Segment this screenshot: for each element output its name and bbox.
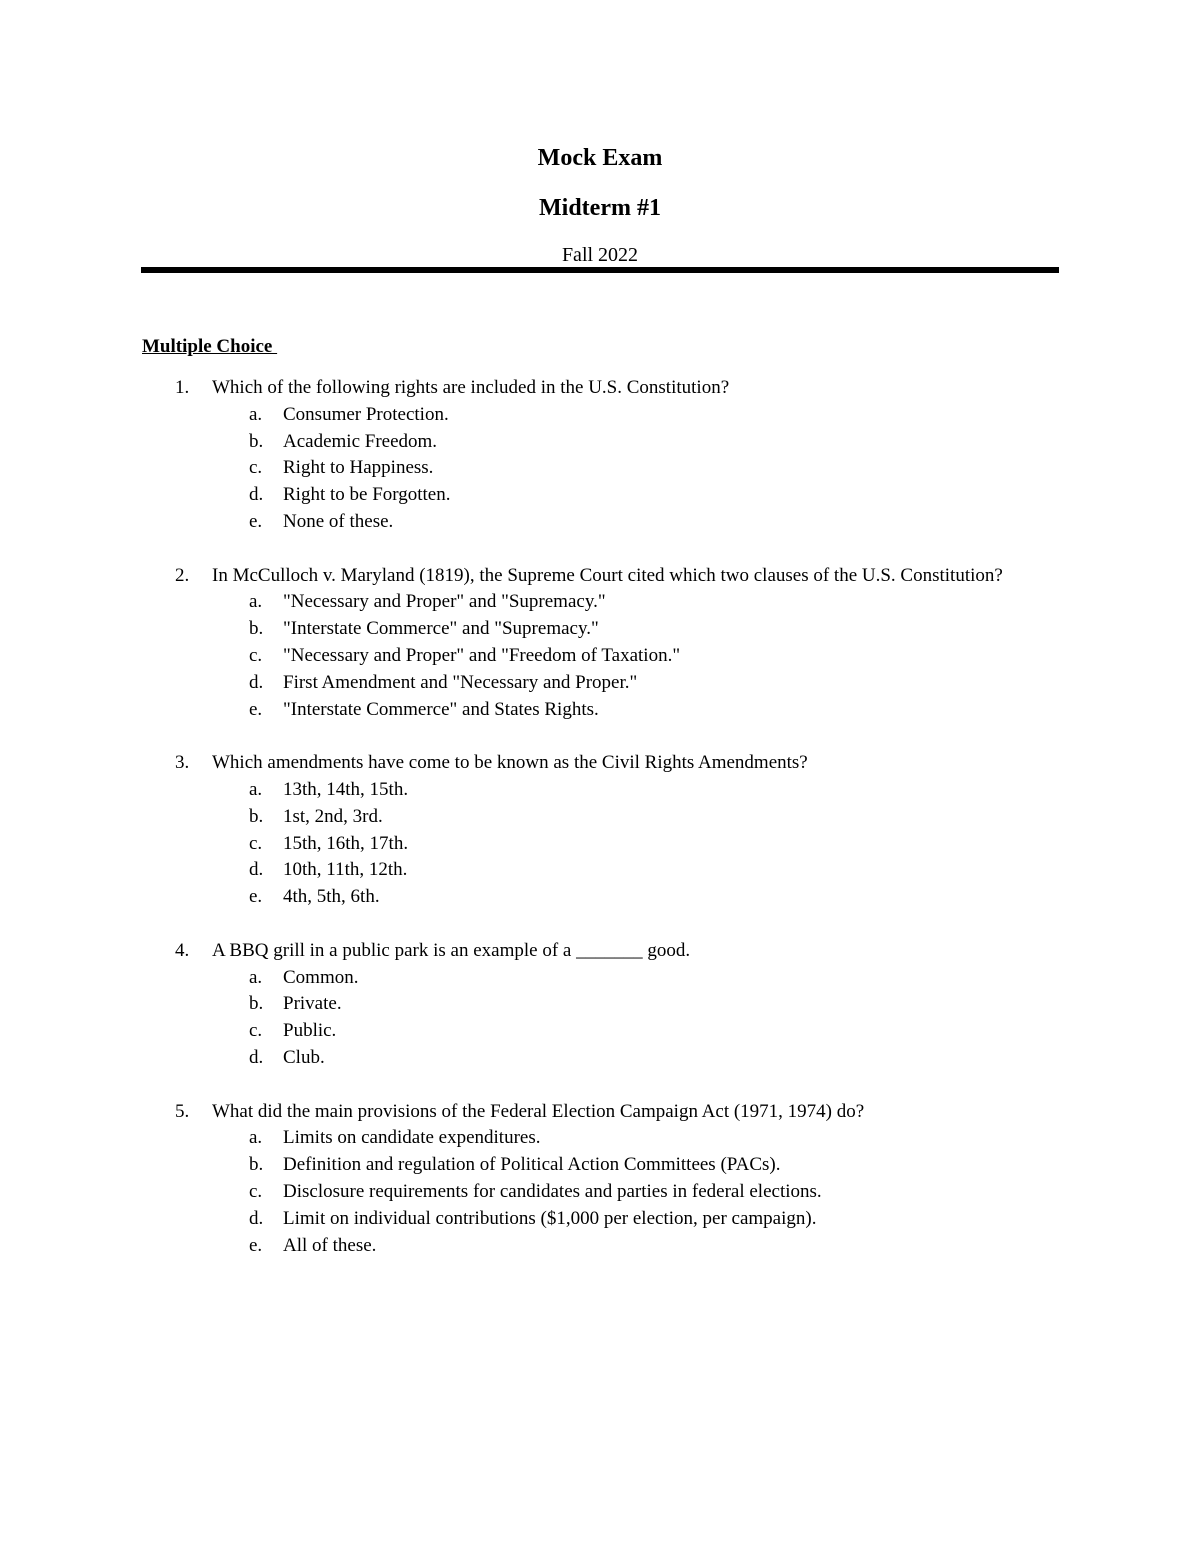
option-letter: a. <box>249 403 263 425</box>
answer-option <box>0 455 1200 482</box>
question-prompt: In McCulloch v. Maryland (1819), the Supreme Court cited which two clauses of the U.S. Constitution? <box>212 564 1003 586</box>
option-letter: e. <box>249 1234 263 1256</box>
option-letter: e. <box>249 698 263 720</box>
option-text: 13th, 14th, 15th. <box>283 778 409 800</box>
answer-option <box>0 482 1200 509</box>
answer-option <box>0 857 1200 884</box>
answer-option <box>0 1045 1200 1072</box>
page-title: Mock Exam <box>537 145 663 171</box>
question-prompt: A BBQ grill in a public park is an example of a _______ good. <box>212 939 691 961</box>
option-text: Club. <box>283 1046 325 1068</box>
option-letter: c. <box>249 832 263 854</box>
question-number: 5. <box>175 1100 190 1122</box>
option-letter: b. <box>249 1154 264 1176</box>
question-number: 2. <box>175 564 190 586</box>
option-text: Right to be Forgotten. <box>283 484 451 506</box>
option-text: Definition and regulation of Political Action Committees (PACs). <box>283 1154 781 1176</box>
option-text: Academic Freedom. <box>283 430 438 452</box>
answer-option <box>0 1152 1200 1179</box>
question-text <box>0 563 1012 590</box>
question-prompt: Which amendments have come to be known as the Civil Rights Amendments? <box>212 752 808 774</box>
question-number: 3. <box>175 752 190 774</box>
option-text: First Amendment and "Necessary and Proper." <box>283 671 638 693</box>
option-letter: c. <box>249 1180 263 1202</box>
option-text: "Interstate Commerce" and States Rights. <box>283 698 599 720</box>
question-item <box>0 563 1200 724</box>
option-letter: d. <box>249 484 264 506</box>
option-letter: e. <box>249 886 263 908</box>
question-prompt: Which of the following rights are included in the U.S. Constitution? <box>212 377 730 398</box>
option-text: Disclosure requirements for candidates and parties in federal elections. <box>283 1180 822 1202</box>
answer-option <box>0 831 1200 858</box>
option-letter: d. <box>249 1046 264 1068</box>
option-letter: d. <box>249 859 264 881</box>
option-text: 4th, 5th, 6th. <box>283 886 380 908</box>
option-letter: c. <box>249 644 263 666</box>
answer-option <box>0 589 1200 616</box>
section-heading: Multiple Choice <box>142 336 278 357</box>
option-letter: c. <box>249 1020 263 1042</box>
option-text: "Necessary and Proper" and "Supremacy." <box>283 591 606 613</box>
answer-option <box>0 402 1200 429</box>
option-text: Consumer Protection. <box>283 403 449 425</box>
option-text: "Interstate Commerce" and "Supremacy." <box>283 618 599 640</box>
answer-option <box>0 697 1200 724</box>
option-text: "Necessary and Proper" and "Freedom of Taxation." <box>283 644 681 666</box>
option-letter: b. <box>249 618 264 640</box>
option-text: 1st, 2nd, 3rd. <box>283 805 383 827</box>
answer-option <box>0 1233 1200 1260</box>
answer-option <box>0 804 1200 831</box>
answer-option <box>0 429 1200 456</box>
exam-subtitle: Midterm #1 <box>539 195 661 221</box>
option-text: All of these. <box>283 1234 377 1256</box>
option-letter: a. <box>249 591 263 613</box>
option-letter: a. <box>249 966 263 988</box>
question-item <box>0 938 1200 1072</box>
answer-option <box>0 884 1200 911</box>
option-text: Right to Happiness. <box>283 457 434 479</box>
answer-option <box>0 670 1200 697</box>
option-letter: c. <box>249 457 263 479</box>
option-text: Private. <box>283 993 342 1015</box>
answer-option <box>0 1125 1200 1152</box>
option-text: 15th, 16th, 17th. <box>283 832 409 854</box>
option-text: 10th, 11th, 12th. <box>283 859 408 881</box>
option-text: Common. <box>283 966 359 988</box>
answer-option <box>0 1179 1200 1206</box>
answer-option <box>0 643 1200 670</box>
option-letter: b. <box>249 805 264 827</box>
question-list <box>0 375 1200 1286</box>
option-text: Limits on candidate expenditures. <box>283 1127 541 1149</box>
option-letter: b. <box>249 993 264 1015</box>
question-prompt: What did the main provisions of the Federal Election Campaign Act (1971, 1974) do? <box>212 1100 865 1122</box>
answer-option <box>0 965 1200 992</box>
option-text: Limit on individual contributions ($1,000 per election, per campaign). <box>283 1207 817 1229</box>
answer-option <box>0 777 1200 804</box>
question-text <box>0 1099 1012 1126</box>
option-letter: a. <box>249 778 263 800</box>
answer-option <box>0 1206 1200 1233</box>
answer-option <box>0 509 1200 536</box>
answer-option <box>0 616 1200 643</box>
question-item <box>0 375 1200 536</box>
exam-term: Fall 2022 <box>561 244 639 266</box>
option-text: Public. <box>283 1020 337 1042</box>
answer-option <box>0 1018 1200 1045</box>
question-item <box>0 1099 1200 1260</box>
option-letter: d. <box>249 671 264 693</box>
option-text: None of these. <box>283 510 394 532</box>
option-letter: e. <box>249 510 263 532</box>
option-letter: d. <box>249 1207 264 1229</box>
option-letter: b. <box>249 430 264 452</box>
header-divider <box>141 267 1059 273</box>
question-text <box>0 938 1012 965</box>
option-letter: a. <box>249 1127 263 1149</box>
question-number: 4. <box>175 939 190 961</box>
question-text <box>0 375 1012 402</box>
question-item <box>0 750 1200 911</box>
question-text <box>0 750 1012 777</box>
question-number: 1. <box>175 377 190 398</box>
answer-option <box>0 991 1200 1018</box>
